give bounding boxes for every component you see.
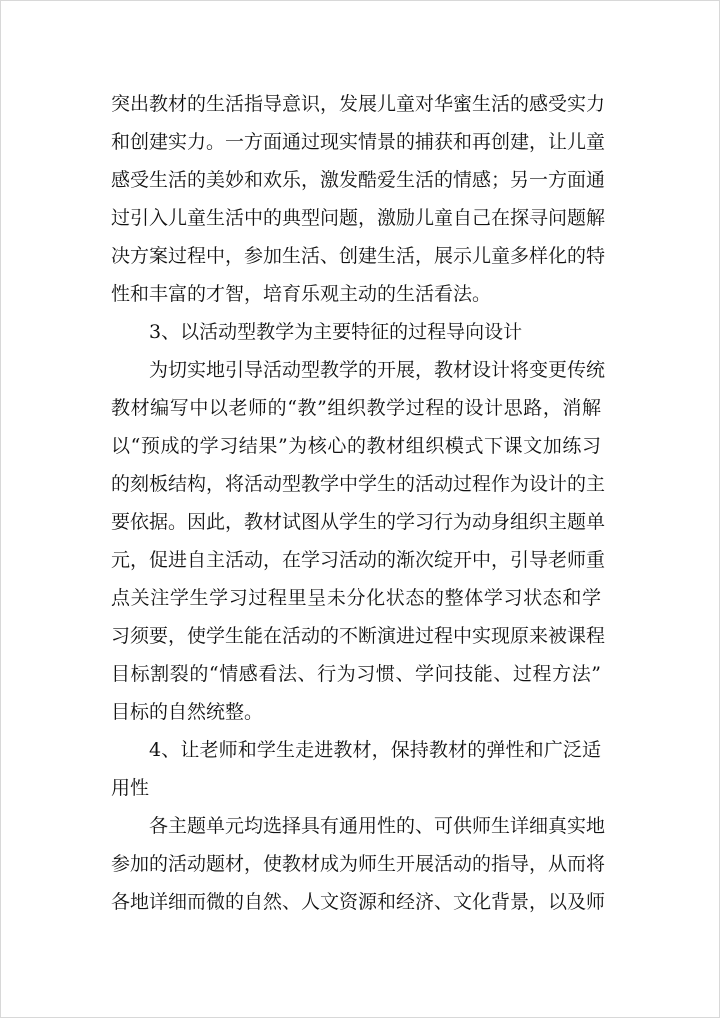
text-line: 习须要，使学生能在活动的不断演进过程中实现原来被课程 [111,625,606,647]
text-line: 突出教材的生活指导意识，发展儿童对华蜜生活的感受实力 [111,93,606,115]
text-line: 为切实地引导活动型教学的开展，教材设计将变更传统 [149,359,606,381]
text-line: 元，促进自主活动，在学习活动的渐次绽开中，引导老师重 [111,549,606,571]
document-body [111,85,606,921]
text-line: 点关注学生学习过程里呈未分化状态的整体学习状态和学 [111,587,601,609]
text-line: 以“预成的学习结果”为核心的教材组织模式下课文加练习 [111,435,601,457]
text-line: 各主题单元均选择具有通用性的、可供师生详细真实地 [149,815,606,837]
text-line: 4、让老师和学生走进教材，保持教材的弹性和广泛适 [149,739,601,761]
text-line: 各地详细而微的自然、人文资源和经济、文化背景，以及师 [111,891,606,913]
text-line: 3、以活动型教学为主要特征的过程导向设计 [149,321,523,343]
text-line: 过引入儿童生活中的典型问题，激励儿童自己在探寻问题解 [111,207,606,229]
text-line: 教材编写中以老师的“教”组织教学过程的设计思路，消解 [111,397,601,419]
text-line: 和创建实力。一方面通过现实情景的捕获和再创建，让儿童 [111,131,606,153]
text-line: 感受生活的美妙和欢乐，激发酷爱生活的情感；另一方面通 [111,169,606,191]
text-line: 目标的自然统整。 [111,701,264,723]
text-line: 目标割裂的“情感看法、行为习惯、学问技能、过程方法” [111,663,601,685]
text-line: 用性 [111,777,150,799]
text-line: 性和丰富的才智，培育乐观主动的生活看法。 [111,283,492,305]
text-line: 参加的活动题材，使教材成为师生开展活动的指导，从而将 [111,853,606,875]
text-line: 的刻板结构，将活动型教学中学生的活动过程作为设计的主 [111,473,606,495]
text-line: 要依据。因此，教材试图从学生的学习行为动身组织主题单 [111,511,606,533]
text-line: 决方案过程中，参加生活、创建生活，展示儿童多样化的特 [111,245,606,267]
